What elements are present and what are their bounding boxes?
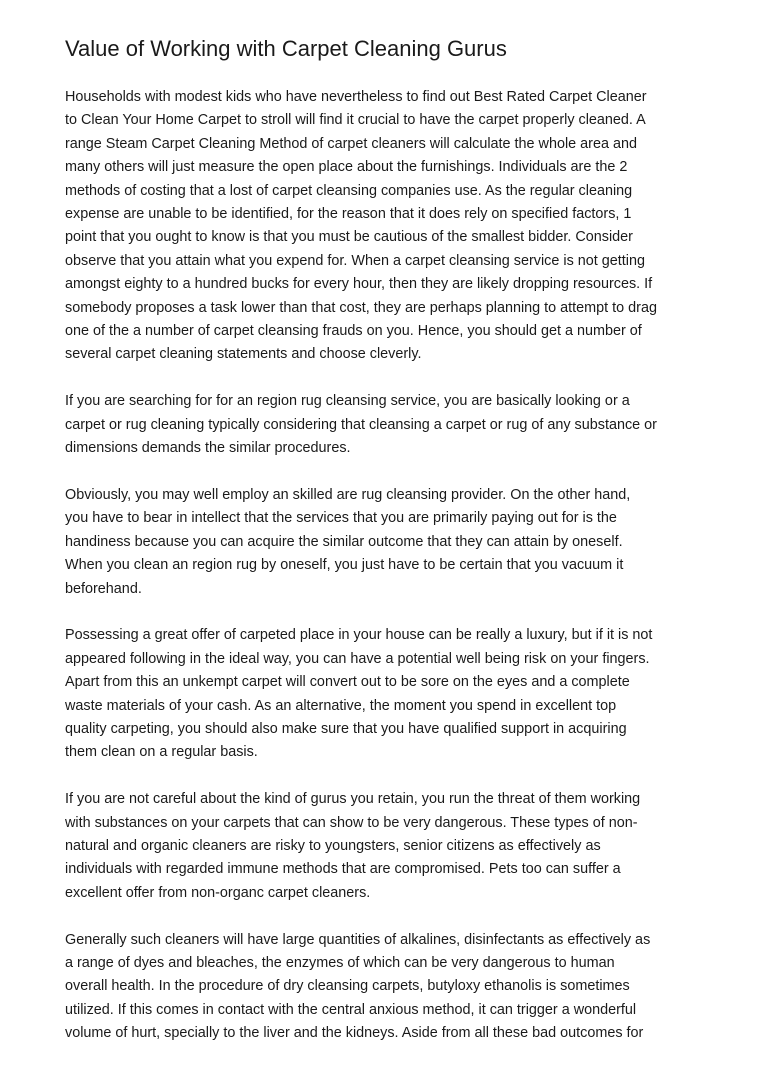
text-line: handiness because you can acquire the similar outcome that they can attain by oneself.	[65, 533, 623, 550]
text-line: volume of hurt, specially to the liver and the kidneys. Aside from all these bad outcomes for	[65, 1025, 644, 1042]
text-line: many others will just measure the open place about the furnishings. Individuals are the 2	[65, 159, 628, 176]
paragraph	[65, 484, 715, 601]
page-title: Value of Working with Carpet Cleaning Gurus	[65, 36, 507, 61]
text-line: a range of dyes and bleaches, the enzymes of which can be very dangerous to human	[65, 954, 615, 971]
paragraph	[65, 390, 715, 460]
text-line: If you are searching for for an region rug cleansing service, you are basically looking or a	[65, 393, 630, 410]
text-line: expense are unable to be identified, for the reason that it does rely on specified factors, 1	[65, 206, 632, 223]
text-line: amongst eighty to a hundred bucks for every hour, then they are likely dropping resources. If	[65, 276, 653, 293]
text-line: Possessing a great offer of carpeted place in your house can be really a luxury, but if it is not	[65, 627, 653, 644]
text-line: carpet or rug cleaning typically considering that cleansing a carpet or rug of any substance or	[65, 416, 657, 433]
text-line: observe that you attain what you expend for. When a carpet cleansing service is not getting	[65, 252, 645, 269]
text-line: with substances on your carpets that can show to be very dangerous. These types of non-	[65, 814, 638, 831]
text-line: overall health. In the procedure of dry cleansing carpets, butyloxy ethanolis is sometimes	[65, 978, 630, 995]
text-line: Apart from this an unkempt carpet will convert out to be sore on the eyes and a complete	[65, 674, 630, 691]
document-body	[65, 86, 715, 1069]
text-line: them clean on a regular basis.	[65, 744, 258, 761]
text-line: Households with modest kids who have nevertheless to find out Best Rated Carpet Cleaner	[65, 89, 647, 105]
text-line: Generally such cleaners will have large quantities of alkalines, disinfectants as effectively as	[65, 931, 651, 948]
paragraph	[65, 788, 715, 905]
text-line: range Steam Carpet Cleaning Method of carpet cleaners will calculate the whole area and	[65, 135, 637, 152]
text-line: utilized. If this comes in contact with the central anxious method, it can trigger a wonderful	[65, 1001, 637, 1018]
text-line: somebody proposes a task lower than that cost, they are perhaps planning to attempt to drag	[65, 299, 657, 316]
text-line: excellent offer from non-organc carpet cleaners.	[65, 884, 371, 901]
text-line: you have to bear in intellect that the services that you are primarily paying out for is the	[65, 510, 617, 527]
text-line: If you are not careful about the kind of gurus you retain, you run the threat of them working	[65, 791, 641, 808]
paragraph	[65, 86, 715, 367]
text-line: one of the a number of carpet cleansing frauds on you. Hence, you should get a number of	[65, 323, 642, 340]
paragraph	[65, 624, 715, 764]
text-line: natural and organic cleaners are risky to youngsters, senior citizens as effectively as	[65, 837, 601, 854]
text-line: point that you ought to know is that you must be cautious of the smallest bidder. Consider	[65, 229, 633, 246]
text-line: appeared following in the ideal way, you can have a potential well being risk on your fingers.	[65, 650, 650, 667]
text-line: quality carpeting, you should also make sure that you have qualified support in acquiring	[65, 720, 627, 737]
text-line: individuals with regarded immune methods that are compromised. Pets too can suffer a	[65, 861, 621, 878]
text-line: beforehand.	[65, 580, 142, 597]
text-line: several carpet cleaning statements and choose cleverly.	[65, 346, 422, 363]
text-line: to Clean Your Home Carpet to stroll will find it crucial to have the carpet properly cleaned. A	[65, 112, 646, 129]
text-line: methods of costing that a lost of carpet cleansing companies use. As the regular cleaning	[65, 182, 633, 199]
text-line: dimensions demands the similar procedures.	[65, 440, 351, 457]
text-line: waste materials of your cash. As an alternative, the moment you spend in excellent top	[65, 697, 617, 714]
text-line: When you clean an region rug by oneself, you just have to be certain that you vacuum it	[65, 557, 624, 574]
text-line: Obviously, you may well employ an skilled are rug cleansing provider. On the other hand,	[65, 486, 631, 503]
paragraph	[65, 929, 715, 1046]
